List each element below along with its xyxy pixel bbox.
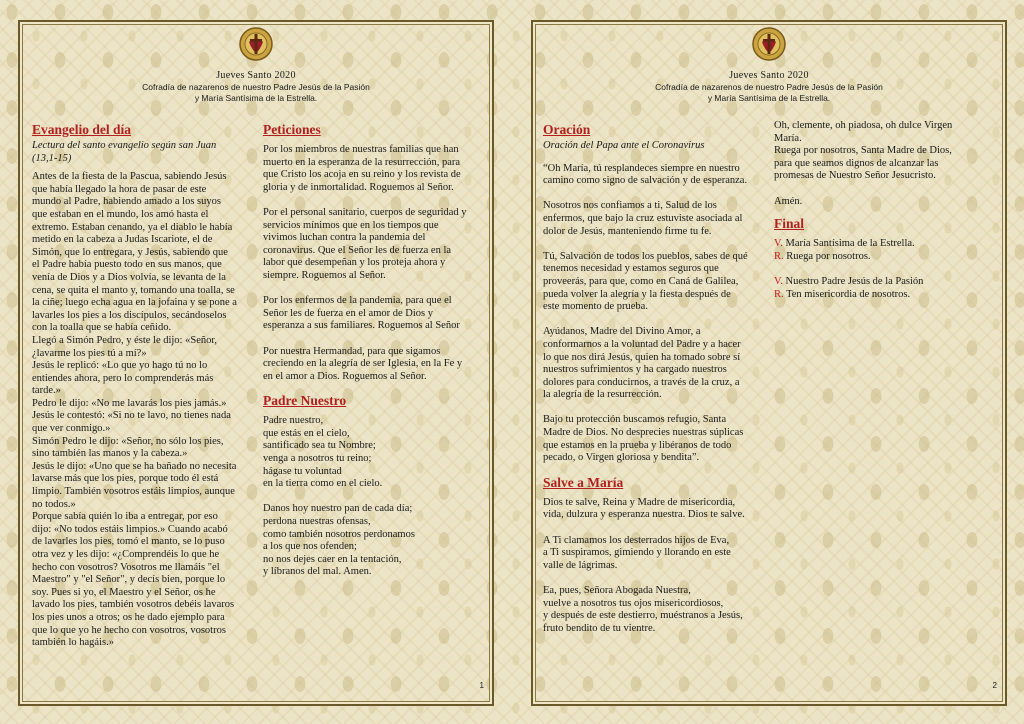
text-line: Simón, que lo entregara, y Jesús, sabiendo que (32, 246, 228, 258)
text-line: los pies unos a otros; os he dado ejemplo para (32, 611, 225, 623)
peticiones-text (263, 144, 489, 383)
text-line: vida, dulzura y esperanza nuestra. Dios te salve. (543, 509, 745, 521)
column-peticiones (263, 122, 489, 579)
text-line: con la toalla que se había ceñido. (32, 322, 172, 334)
page-number: 1 (479, 681, 484, 690)
page-1 (18, 20, 494, 706)
text-line: lavado los pies, también vosotros debéis lavaros (32, 599, 235, 611)
text-line: lavarse más que los pies, porque todo él está (32, 473, 219, 485)
text-line: gloria y de inmortalidad. Roguemos al Señor. (263, 181, 454, 193)
evangelio-subtitle-line: (13,1-15) (32, 152, 72, 164)
versicle-line (774, 276, 996, 289)
section-heading-padre-nuestro: Padre Nuestro (263, 393, 347, 409)
text-line: conformarnos a la voluntad del Padre y a hacer (543, 338, 741, 350)
text-line: y líbranos del mal. Amen. (263, 566, 372, 578)
text-line: Simón Pedro le dijo: «Señor, no sólo los pies, (32, 435, 224, 447)
versicle-marker: R. (774, 250, 784, 262)
text-line: Maestro" y "el Señor", y decís bien, porque lo (32, 574, 226, 586)
text-line: coronavirus. Que el Señor les de fuerza en la (263, 244, 452, 256)
text-line: Llegó a Simón Pedro, y éste le dijo: «Señor, (32, 334, 218, 346)
text-line: Danos hoy nuestro pan de cada día; (263, 503, 413, 515)
text-line: Pedro le dijo: «No me lavarás los pies jamás.» (32, 397, 227, 409)
text-line: venga a nosotros tu reino; (263, 453, 372, 465)
section-heading-final: Final (774, 216, 805, 232)
text-line: vuelve a nosotros tus ojos misericordiosos, (543, 597, 724, 609)
text-line: que estás en el cielo, (263, 427, 350, 439)
text-line: Por nuestra Hermandad, para que sigamos (263, 345, 441, 357)
brotherhood-emblem (751, 26, 787, 62)
text-line: pueda volver la alegría y la fiesta después de (543, 288, 731, 300)
text-line: no nos dejes caer en la tentación, (263, 553, 402, 565)
text-line: lavarles los pies a los discípulos, secándoselos (32, 309, 227, 321)
text-line: tenemos necesidad y estamos seguros que (543, 263, 719, 275)
text-line: Por el personal sanitario, cuerpos de seguridad y (263, 206, 467, 218)
text-line: metido en la cabeza a Judas Iscariote, el de (32, 234, 213, 246)
versicle-text: Ten misericordia de nosotros. (783, 288, 911, 300)
text-line: el Padre había puesto todo en sus manos, que (32, 259, 222, 271)
header-title: Jueves Santo 2020 (729, 70, 809, 81)
section-heading-peticiones: Peticiones (263, 122, 321, 137)
text-line: lo que nos dirá Jesús, quien ha tomado sobre sí (543, 351, 741, 363)
header-line-2: y María Santísima de la Estrella. (194, 93, 318, 103)
versicle-line (774, 251, 996, 264)
text-line: este momento de prueba. (543, 301, 648, 313)
salve-text (543, 497, 771, 636)
text-line: Nosotros nos confiamos a ti, Salud de los (543, 200, 717, 212)
padre-nuestro-text (263, 415, 489, 579)
text-line: en la tierra como en el cielo. (263, 478, 383, 490)
text-line: limpio. También vosotros estáis limpios, aunque (32, 486, 235, 498)
column-final (774, 120, 996, 301)
page-number: 2 (992, 681, 997, 690)
versicle-marker: V. (774, 238, 783, 250)
text-line: Amén. (774, 195, 803, 207)
versicle-marker: V. (774, 275, 783, 287)
text-line: valle de lágrimas. (543, 559, 618, 571)
column-oracion (543, 122, 771, 635)
text-line: Padre nuestro, (263, 415, 324, 427)
text-line: que Cristo los acoja en su reino y los revista de (263, 169, 461, 181)
text-line: y después de este destierro, muéstranos a Jesús, (543, 610, 743, 622)
text-line: Bajo tu protección buscamos refugio, Santa (543, 414, 727, 426)
text-line: Jesús le replicó: «Lo que yo hago tú no lo (32, 360, 208, 372)
text-line: enfermos, que bajo la cruz estuviste asociada al (543, 212, 743, 224)
text-line: Madre de Dios. No desprecies nuestras súplicas (543, 427, 744, 439)
text-line: siempre. Roguemos al Señor. (263, 269, 386, 281)
section-heading-salve: Salve a María (543, 474, 624, 490)
final-versicles (774, 238, 996, 301)
text-line: ¿lavarme los pies tú a mí?» (32, 347, 147, 359)
text-line: no todos.» (32, 498, 76, 510)
section-heading-evangelio: Evangelio del día (32, 122, 132, 137)
versicle-line (774, 263, 996, 276)
text-line: como también nosotros perdonamos (263, 528, 415, 540)
header-line-2: y María Santísima de la Estrella. (707, 93, 831, 103)
text-line: fruto bendito de tu vientre. (543, 622, 656, 634)
text-line: camino como signo de salvación y de esperanza. (543, 175, 748, 187)
text-line: dolores para conducirnos, a través de la cruz, a (543, 376, 740, 388)
text-line: entiendes ahora, pero lo comprenderás más (32, 372, 214, 384)
text-line: dolor de Jesús, manteniendo firme tu fe. (543, 225, 712, 237)
text-line: soy. Pues si yo, el Maestro y el Señor, os he (32, 586, 216, 598)
text-line: dijo: «No todos estáis limpios.» Cuando acabó (32, 523, 228, 535)
text-line: santificado sea tu Nombre; (263, 440, 376, 452)
text-line: Ea, pues, Señora Abogada Nuestra, (543, 585, 691, 596)
oracion-text (543, 163, 771, 465)
text-line: Por los miembros de nuestras familias que han (263, 144, 459, 155)
text-line: Porque sabía quién lo iba a entregar, por eso (32, 511, 218, 523)
text-line: A Ti clamamos los desterrados hijos de Eva, (543, 534, 730, 546)
evangelio-text (32, 171, 254, 650)
section-heading-oracion: Oración (543, 122, 591, 137)
text-line: hágase tu voluntad (263, 465, 342, 477)
text-line: Antes de la fiesta de la Pascua, sabiendo Jesús (32, 171, 227, 183)
page-2 (531, 20, 1007, 706)
text-line: promesas de Nuestro Señor Jesucristo. (774, 170, 936, 182)
text-line: Por los enfermos de la pandemia, para que el (263, 295, 452, 307)
text-line: muerto en la esperanza de la resurrección, para (263, 156, 461, 168)
text-line: nuestros sufrimientos y ha cargado nuestros (543, 364, 727, 376)
text-line: venía de Dios y a Dios volvía, se levanta de la (32, 271, 226, 283)
text-line: vivimos luchan contra la pandemia del (263, 232, 426, 244)
versicle-text: Nuestro Padre Jesús de la Pasión (782, 275, 924, 287)
text-line: otra vez y les dijo: «¿Comprendéis lo que he (32, 549, 220, 560)
text-line: que estaban en el mundo, los amó hasta el (32, 208, 209, 220)
text-line: que lo que yo he hecho con vosotros, vosotros (32, 624, 226, 636)
text-line: también lo hagáis.» (32, 637, 114, 649)
versicle-text: María Santísima de la Estrella. (782, 238, 915, 250)
header-title: Jueves Santo 2020 (216, 70, 296, 81)
text-line: tarde.» (32, 385, 61, 397)
text-line: en el amor a Dios. Roguemos al Señor. (263, 370, 427, 382)
column-evangelio (32, 122, 254, 650)
text-line: mundo al Padre, habiendo amado a los suyos (32, 196, 221, 208)
text-line: a los que nos ofenden; (263, 541, 357, 553)
text-line: Jesús le contestó: «Si no te lavo, no tienes nada (32, 410, 231, 422)
salve-continuation-text (774, 120, 996, 208)
versicle-text: Ruega por nosotros. (783, 250, 871, 262)
page-header (20, 70, 492, 104)
versicle-line (774, 289, 996, 302)
text-line: hecho con vosotros? Vosotros me llamáis "el (32, 561, 220, 573)
text-line: que ver conmigo.» (32, 423, 111, 435)
text-line: de lavarles los pies, tomó el manto, se lo puso (32, 536, 225, 548)
text-line: María. (774, 132, 802, 144)
page-header (533, 70, 1005, 104)
text-line: perdona nuestras ofensas, (263, 516, 371, 528)
text-line: servicios mínimos que en los tiempos que (263, 219, 439, 231)
text-line: Ayúdanos, Madre del Divino Amor, a (543, 326, 701, 338)
text-line: esperanza a sus familiares. Roguemos al Señor (263, 320, 460, 332)
text-line: que estamos en la prueba y libéranos de todo (543, 439, 732, 451)
oracion-subtitle: Oración del Papa ante el Coronavirus (543, 140, 705, 151)
text-line: Dios te salve, Reina y Madre de misericordia, (543, 496, 736, 508)
text-line: cena, se quita el manto y, tomando una toalla, se (32, 284, 235, 296)
text-line: labor que desempeñan y los proteja ahora y (263, 257, 446, 269)
text-line: la ciñe; luego echa agua en la jofaina y se pone a (32, 297, 237, 309)
text-line: Oh, clemente, oh piadosa, oh dulce Virgen (774, 120, 953, 131)
text-line: para que seamos dignos de alcanzar las (774, 157, 939, 169)
versicle-marker: R. (774, 288, 784, 300)
brotherhood-emblem (238, 26, 274, 62)
text-line: Señor les de fuerza en el amor de Dios y (263, 307, 433, 319)
text-line: Jesús le dijo: «Uno que se ha bañado no necesita (32, 460, 237, 472)
text-line: que había llegado la hora de pasar de este (32, 183, 207, 195)
text-line: la alegría de la resurrección. (543, 389, 662, 401)
evangelio-subtitle-line: Lectura del santo evangelio según san Juan (32, 140, 217, 151)
text-line: proveerás, para que, como en Caná de Galilea, (543, 275, 739, 287)
text-line: a Ti suspiramos, gimiendo y llorando en este (543, 547, 731, 559)
text-line: creciendo en la alegría de ser Iglesia, en la Fe y (263, 358, 463, 370)
versicle-line (774, 238, 996, 251)
header-line-1: Cofradía de nazarenos de nuestro Padre Jesús de la Pasión (655, 82, 883, 92)
text-line: sino también las manos y la cabeza.» (32, 448, 188, 460)
text-line: pecado, o Virgen gloriosa y bendita”. (543, 452, 700, 464)
text-line: Tú, Salvación de todos los pueblos, sabes de qué (543, 250, 748, 262)
text-line: extremo. Estaban cenando, ya el diablo le había (32, 221, 233, 233)
header-line-1: Cofradía de nazarenos de nuestro Padre Jesús de la Pasión (142, 82, 370, 92)
text-line: “Oh María, tú resplandeces siempre en nuestro (543, 162, 740, 174)
text-line: Ruega por nosotros, Santa Madre de Dios, (774, 145, 952, 157)
